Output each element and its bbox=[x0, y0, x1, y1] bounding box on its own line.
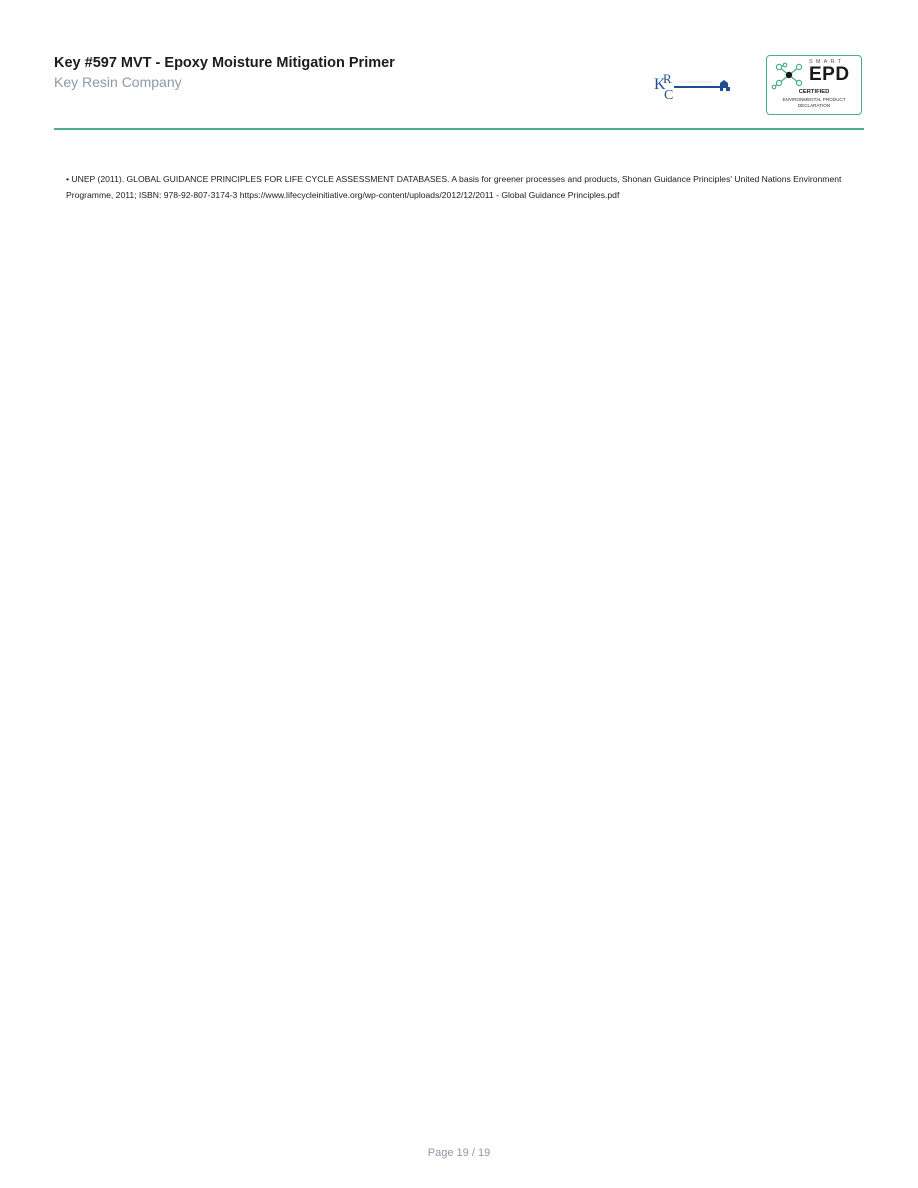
badge-declaration-line-1: ENVIRONMENTAL PRODUCT bbox=[782, 97, 846, 102]
badge-certified-label: CERTIFIED bbox=[798, 89, 830, 95]
header-divider bbox=[54, 128, 864, 130]
svg-text:R: R bbox=[663, 71, 672, 86]
smart-epd-badge bbox=[766, 55, 862, 115]
badge-declaration-label bbox=[767, 97, 861, 108]
badge-epd-label: EPD bbox=[809, 64, 850, 85]
badge-declaration-line-2: DECLARATION bbox=[797, 102, 831, 108]
molecule-icon bbox=[771, 60, 807, 90]
page-header bbox=[54, 55, 864, 117]
badge-smart-label: SMART bbox=[809, 59, 845, 65]
bullet-marker: • bbox=[66, 174, 70, 184]
reference-list-item bbox=[66, 171, 862, 203]
reference-text: UNEP (2011). GLOBAL GUIDANCE PRINCIPLES FOR LIFE CYCLE ASSESSMENT DATABASES. A basis for greener processes and products, Shonan Guidance Principles' United Nations Environment Programme, 2011; ISBN: 978-92-807-3174-3 https://www.lifecycleinitiative.org/wp-content/uploads/2012/12/2011 - Global Guidance Principles.pdf bbox=[66, 174, 842, 200]
page-number: Page 19 / 19 bbox=[427, 1147, 491, 1159]
krc-key-logo-icon bbox=[654, 71, 734, 103]
document-title: Key #597 MVT - Epoxy Moisture Mitigation Primer bbox=[54, 55, 395, 71]
company-name: Key Resin Company bbox=[54, 74, 182, 90]
svg-text:K: K bbox=[654, 76, 666, 93]
svg-text:C: C bbox=[664, 88, 674, 103]
